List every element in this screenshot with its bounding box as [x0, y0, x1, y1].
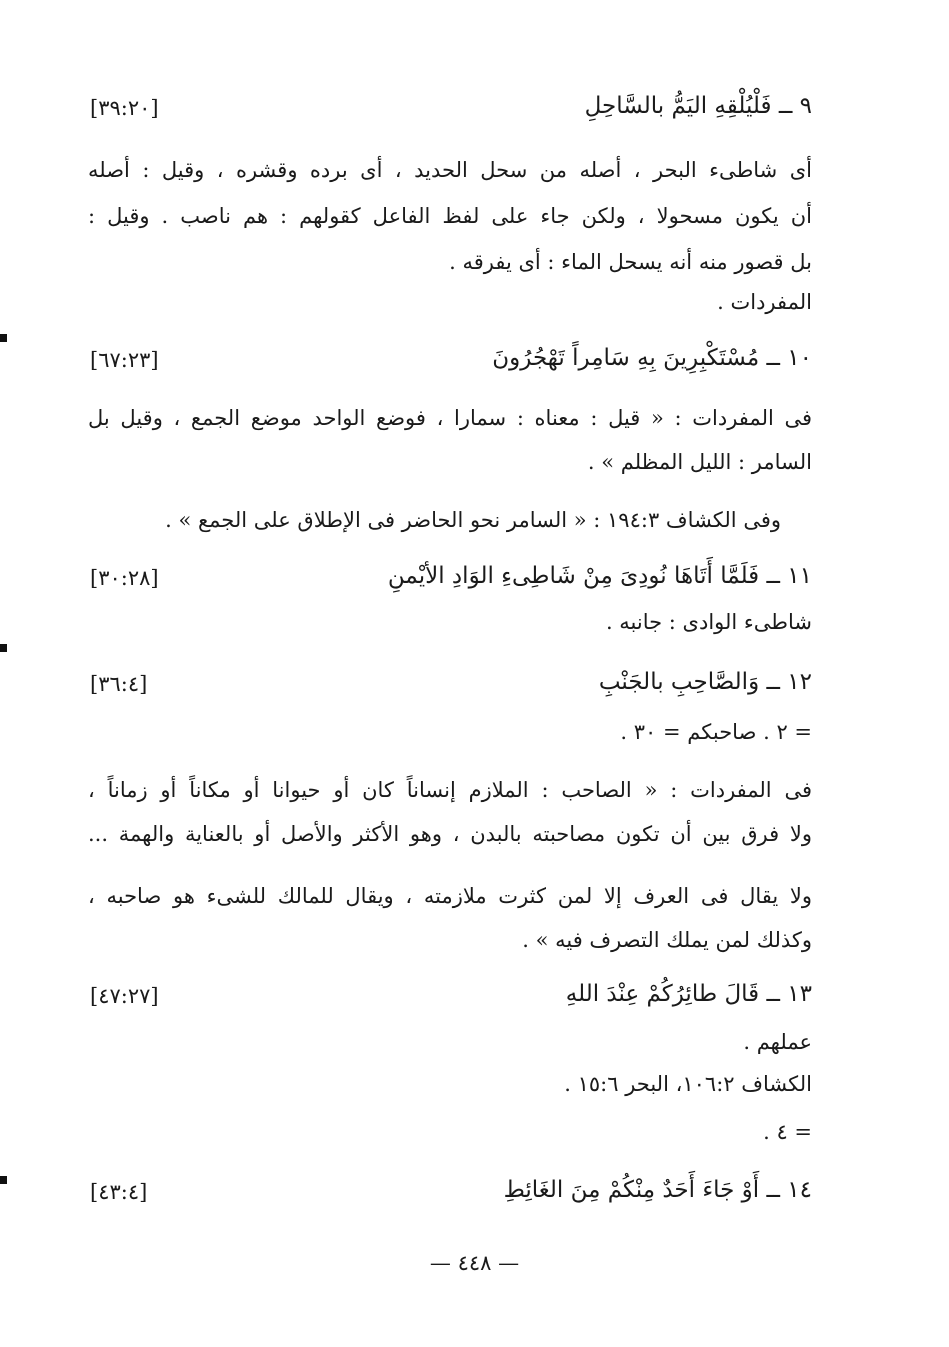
verse-12: ١٢ ــ وَالصَّاحِبِ بالجَنْبِ: [598, 669, 812, 695]
text-line: = ٤ .: [763, 1120, 812, 1144]
text-line: فى المفردات : « قيل : معناه : سمارا ، فوضع الواحد موضع الجمع ، وقيل بل: [88, 406, 812, 430]
text-line: أن يكون مسحولا ، ولكن جاء على لفظ الفاعل كقولهم : هم ناصب . وقيل :: [88, 204, 812, 228]
verse-10: ١٠ ــ مُسْتَكْبِرِينَ بِهِ سَامِراً تَهْجُرُونَ: [492, 345, 812, 371]
verse-9-reference: [٣٩:٢٠]: [90, 96, 159, 120]
text-line: = ٢ . صاحبكم = ٣٠ .: [620, 720, 812, 744]
text-line: أى شاطىء البحر ، أصله من سحل الحديد ، أى برده وقشره ، وقيل : أصله: [88, 158, 812, 182]
scan-edge-mark: [0, 334, 7, 342]
verse-10-reference: [٦٧:٢٣]: [90, 348, 159, 372]
text-line: فى المفردات : « الصاحب : الملازم إنساناً كان أو حيوانا أو مكاناً أو زماناً ،: [88, 778, 812, 802]
page-number: — ٤٤٨ —: [429, 1251, 520, 1275]
text-line: الكشاف ١٠٦:٢، البحر ١٥:٦ .: [564, 1072, 812, 1096]
verse-12-reference: [٣٦:٤]: [90, 672, 148, 696]
scan-edge-mark: [0, 644, 7, 652]
text-line: عملهم .: [743, 1030, 812, 1054]
verse-13: ١٣ ــ قَالَ طائِرُكُمْ عِنْدَ اللهِ: [565, 981, 812, 1007]
text-line: بل قصور منه أنه يسحل الماء : أى يفرقه .: [449, 250, 812, 274]
text-line: وفى الكشاف ١٩٤:٣ : « السامر نحو الحاضر فى الإطلاق على الجمع » .: [165, 508, 781, 532]
text-line: وكذلك لمن يملك التصرف فيه » .: [522, 928, 812, 952]
verse-13-reference: [٤٧:٢٧]: [90, 984, 159, 1008]
scan-edge-mark: [0, 1176, 7, 1184]
text-line: شاطىء الوادى : جانبه .: [605, 610, 812, 634]
verse-11-reference: [٣٠:٢٨]: [90, 566, 159, 590]
verse-9: ٩ ــ فَلْيُلْقِهِ اليَمُّ بالسَّاحِلِ: [584, 93, 812, 119]
text-line: السامر : الليل المظلم » .: [587, 450, 812, 474]
text-line: ولا يقال فى العرف إلا لمن كثرت ملازمته ، ويقال للمالك للشىء هو صاحبه ،: [88, 884, 812, 908]
verse-11: ١١ ــ فَلَمَّا أَتَاهَا نُودِىَ مِنْ شَاطِىءِ الوَادِ الأيْمنِ: [387, 563, 812, 589]
verse-14-reference: [٤٣:٤]: [90, 1180, 148, 1204]
text-line: ولا فرق بين أن تكون مصاحبته بالبدن ، وهو الأكثر والأصل أو بالعناية والهمة ...: [88, 822, 812, 846]
text-line: المفردات .: [717, 290, 812, 314]
verse-14: ١٤ ــ أَوْ جَاءَ أَحَدٌ مِنْكُمْ مِنَ الغَائِطِ: [503, 1177, 812, 1203]
